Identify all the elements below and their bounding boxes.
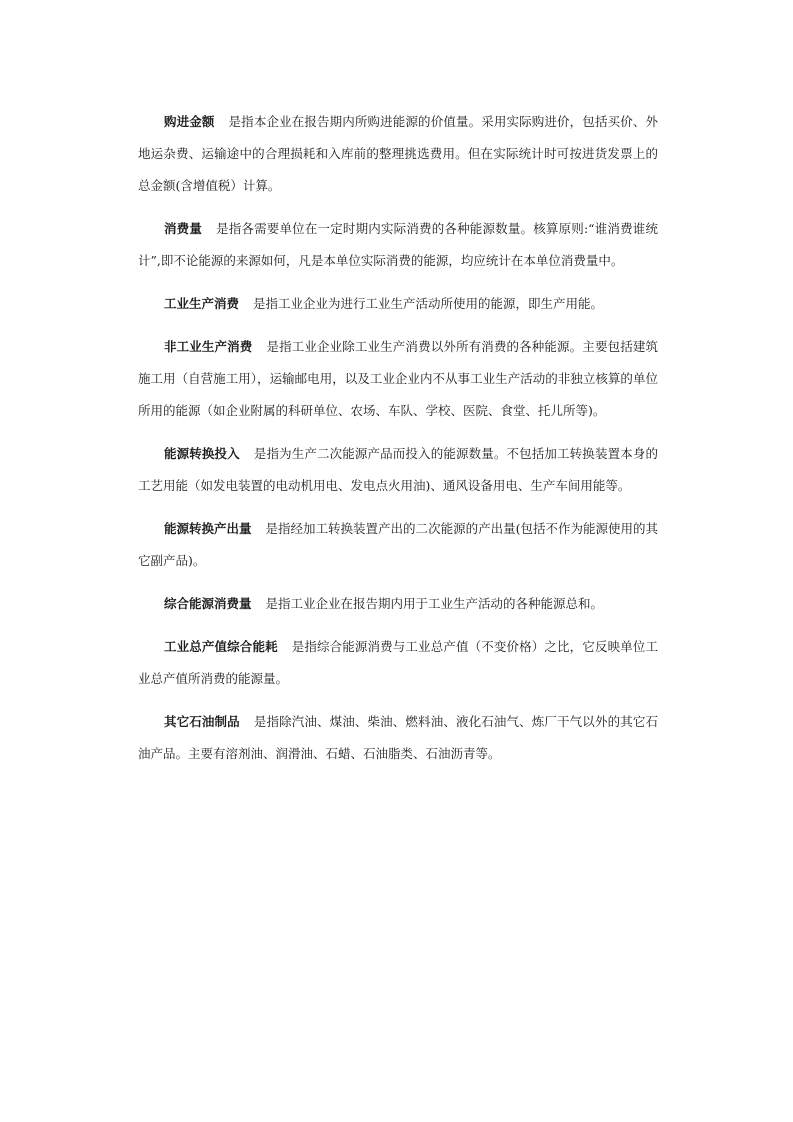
- glossary-entry-other-petroleum-products: [138, 706, 658, 770]
- glossary-entry-conversion-input: [138, 438, 658, 502]
- glossary-entry-non-industrial-consumption: [138, 331, 658, 427]
- entry-term: 工业生产消费: [164, 296, 240, 311]
- entry-term: 综合能源消费量: [164, 596, 252, 611]
- entry-term: 能源转换投入: [164, 446, 240, 461]
- entry-definition: 是指综合能源消费与工业总产值（不变价格）之比，它反映单位工业总产值所消费的能源量。: [138, 639, 658, 686]
- glossary-entry-purchase-amount: [138, 106, 658, 202]
- glossary-content: [138, 106, 658, 781]
- entry-definition: 是指除汽油、煤油、柴油、燃料油、液化石油气、炼厂干气以外的其它石油产品。主要有溶剂油、润滑油、石蜡、石油脂类、石油沥青等。: [138, 714, 658, 761]
- entry-definition: 是指工业企业在报告期内用于工业生产活动的各种能源总和。: [265, 596, 604, 611]
- glossary-entry-consumption: [138, 213, 658, 277]
- entry-term: 非工业生产消费: [164, 339, 253, 354]
- glossary-entry-conversion-output: [138, 513, 658, 577]
- entry-term: 工业总产值综合能耗: [164, 639, 278, 654]
- entry-definition: 是指为生产二次能源产品而投入的能源数量。不包括加工转换装置本身的工艺用能（如发电装置的电动机用电、发电点火用油)、通风设备用电、生产车间用能等。: [138, 446, 658, 493]
- entry-term: 购进金额: [164, 114, 215, 129]
- entry-definition: 是指本企业在报告期内所购进能源的价值量。采用实际购进价，包括买价、外地运杂费、运输途中的合理损耗和入库前的整理挑选费用。但在实际统计时可按进货发票上的总金额(含增值税）计算。: [138, 114, 658, 193]
- entry-definition: 是指工业企业为进行工业生产活动所使用的能源，即生产用能。: [253, 296, 604, 311]
- entry-definition: 是指工业企业除工业生产消费以外所有消费的各种能源。主要包括建筑施工用（自营施工用），运输邮电用，以及工业企业内不从事工业生产活动的非独立核算的单位所用的能源（如企业附属的科研单位、农场、车队、学校、医院、食堂、托儿所等)。: [138, 339, 658, 418]
- glossary-entry-industrial-production-consumption: [138, 288, 658, 320]
- entry-term: 其它石油制品: [164, 714, 240, 729]
- entry-term: 消费量: [164, 221, 203, 236]
- glossary-entry-output-energy-intensity: [138, 631, 658, 695]
- entry-term: 能源转换产出量: [164, 521, 252, 536]
- entry-definition: 是指经加工转换装置产出的二次能源的产出量(包括不作为能源使用的其它副产品)。: [138, 521, 658, 568]
- entry-definition: 是指各需要单位在一定时期内实际消费的各种能源数量。核算原则:“谁消费谁统计”,即不论能源的来源如何，凡是本单位实际消费的能源，均应统计在本单位消费量中。: [138, 221, 658, 268]
- glossary-entry-total-energy-consumption: [138, 588, 658, 620]
